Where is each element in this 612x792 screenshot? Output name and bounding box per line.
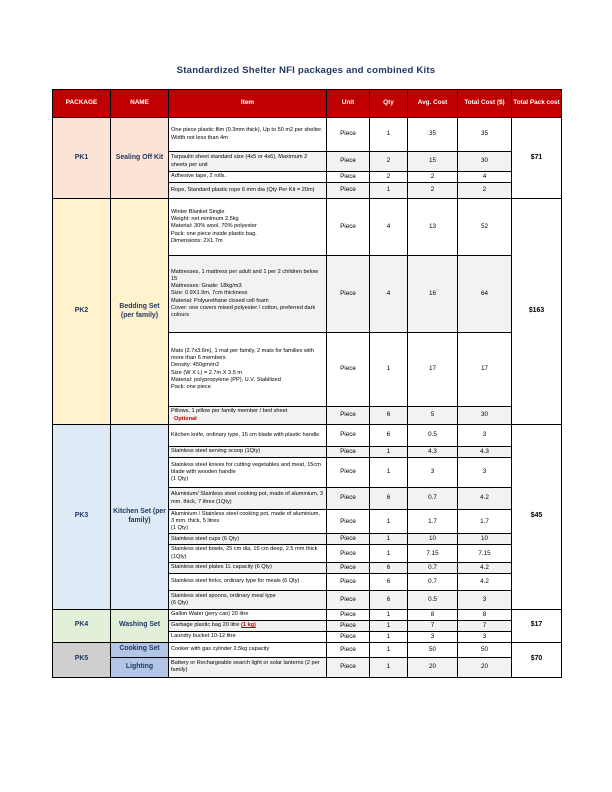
item-text-line: Stainless steel cups (6 Qty) [171,535,240,542]
item-text-line: Battery or Rechargeable search light or solar lanterns (2 per family) [171,660,320,674]
header-total-cost: Total Cost ($) [458,90,512,118]
total-cost-cell: 2 [458,183,512,199]
unit-cell: Piece [327,573,370,590]
total-cost-cell: 1.7 [458,510,512,534]
unit-cell: Piece [327,199,370,256]
item-text-line: Stainless steel spoons, ordinary meal type [171,592,276,599]
table-row [53,199,562,256]
unit-cell: Piece [327,333,370,407]
package-id: PK1 [53,118,111,199]
unit-cell: Piece [327,458,370,488]
item-text-line: Mattresses: Grade: 18kg/m3 [171,283,242,290]
item-text-line: Material: 30% wool, 70% polyester [171,223,257,230]
avg-cost-cell: 4.3 [408,447,458,458]
qty-cell: 1 [370,631,408,642]
item-description [169,199,327,256]
avg-cost-cell: 8 [408,609,458,620]
item-text-line: One piece plastic film (0.3mm thick), Up to 50 m2 per shelter. Width not less than 4m [171,127,323,141]
item-text-line: Stainless steel knives for cutting vegetables and meat, 15cm blade with wooden handle [171,461,321,475]
unit-cell: Piece [327,407,370,425]
avg-cost-cell: 0.7 [408,488,458,510]
total-cost-cell: 30 [458,407,512,425]
total-cost-cell: 7.15 [458,545,512,562]
unit-cell: Piece [327,510,370,534]
avg-cost-cell: 10 [408,534,458,545]
qty-cell: 1 [370,510,408,534]
total-pack-cost: $17 [512,609,562,642]
total-cost-cell: 4.3 [458,447,512,458]
avg-cost-cell: 5 [408,407,458,425]
item-description [169,642,327,657]
item-description [169,407,327,425]
qty-cell: 1 [370,620,408,631]
item-text-line: (6 Qty) [171,599,189,606]
item-text-line: Winter Blanket Single [171,209,225,216]
total-cost-cell: 8 [458,609,512,620]
avg-cost-cell: 16 [408,256,458,333]
qty-cell: 1 [370,118,408,152]
item-text-line: (1 Qty) [171,476,189,483]
item-text-line: Mats (2.7x3.6m), 1 mat per family, 2 mats for families with more than 6 members [171,348,314,362]
total-cost-cell: 30 [458,152,512,172]
item-text-line: Material: Polyurethane closed cell foam [171,297,269,304]
total-pack-cost: $71 [512,118,562,199]
unit-cell: Piece [327,488,370,510]
qty-cell: 1 [370,657,408,677]
item-description [169,573,327,590]
unit-cell: Piece [327,642,370,657]
item-text-line: Adhesive tape, 2 rolls. [171,173,227,180]
unit-cell: Piece [327,657,370,677]
item-text-line: Mattresses, 1 mattress per adult and 1 per 2 children below 15 [171,268,319,283]
avg-cost-cell: 0.7 [408,562,458,573]
table-row [53,657,562,677]
header-row [53,90,562,118]
table-row [53,425,562,447]
qty-cell: 1 [370,534,408,545]
item-text-line: Cooker with gas cylinder 2.5kg capacity [171,646,270,653]
unit-cell: Piece [327,620,370,631]
item-description [169,510,327,534]
item-description [169,590,327,609]
header-unit: Unit [327,90,370,118]
qty-cell: 1 [370,642,408,657]
item-text-line: Pack: one piece [171,383,211,390]
unit-cell: Piece [327,590,370,609]
avg-cost-cell: 50 [408,642,458,657]
table-row [53,609,562,620]
item-description [169,256,327,333]
avg-cost-cell: 1.7 [408,510,458,534]
item-text-line: Stainless steel bowls, 25 cm dia, 15 cm deep, 2.5 mm thick (1Qty) [171,546,318,560]
avg-cost-cell: 13 [408,199,458,256]
item-description [169,657,327,677]
header-name: NAME [111,90,169,118]
unit-cell: Piece [327,425,370,447]
qty-cell: 1 [370,333,408,407]
item-description [169,152,327,172]
package-id: PK4 [53,609,111,642]
unit-cell: Piece [327,562,370,573]
item-description [169,631,327,642]
item-text-line: Garbage plastic bag 20 litre [171,622,240,629]
qty-cell: 6 [370,488,408,510]
package-id: PK5 [53,642,111,677]
document-title: Standardized Shelter NFI packages and combined Kits [176,65,436,76]
item-text-line: Rope, Standard plastic rope 6 mm dia (Qty Per Kit = 20m) [171,186,315,193]
total-cost-cell: 4.2 [458,488,512,510]
item-text-line: Tarpaulin sheet standard size (4x5 or 4x6), Maximum 2 sheets per unit [171,154,308,168]
qty-cell: 4 [370,199,408,256]
unit-cell: Piece [327,172,370,183]
header-qty: Qty [370,90,408,118]
qty-cell: 1 [370,458,408,488]
item-description [169,333,327,407]
item-text-line: Laundry bucket 10-12 litre [171,633,236,640]
item-text-line: Size (W X L) = 2.7m X 3.5 m [171,369,243,376]
avg-cost-cell: 15 [408,152,458,172]
unit-cell: Piece [327,609,370,620]
total-cost-cell: 3 [458,631,512,642]
item-description [169,534,327,545]
avg-cost-cell: 2 [408,183,458,199]
header-item: Item [169,90,327,118]
item-text-line: Stainless steel plates 1L capacity (6 Qty) [171,564,272,571]
unit-cell: Piece [327,118,370,152]
total-cost-cell: 52 [458,199,512,256]
total-cost-cell: 35 [458,118,512,152]
total-cost-cell: 20 [458,657,512,677]
item-text-line: Size: 0.9X1.9m, 7cm thickness [171,290,248,297]
header-package: PACKAGE [53,90,111,118]
item-text-line: Gallon Water (jerry can) 20 litre [171,611,249,618]
total-cost-cell: 50 [458,642,512,657]
qty-cell: 1 [370,545,408,562]
item-text-line: (1 Qty) [171,525,189,532]
item-description [169,545,327,562]
total-cost-cell: 4.2 [458,562,512,573]
total-cost-cell: 3 [458,458,512,488]
qty-cell: 6 [370,425,408,447]
header-total-pack-cost: Total Pack cost [512,90,562,118]
qty-cell: 1 [370,447,408,458]
avg-cost-cell: 3 [408,458,458,488]
unit-cell: Piece [327,631,370,642]
total-pack-cost: $163 [512,199,562,425]
package-name: Bedding Set (per family) [111,199,169,425]
package-name: Sealing Off Kit [111,118,169,199]
item-text-line: Stainless steel forks, ordinary type for meals (6 Qty) [171,578,300,585]
item-text-line: Stainless steel serving scoop (1Qty) [171,448,261,455]
total-pack-cost: $70 [512,642,562,677]
package-name: Lighting [111,657,169,677]
optional-label: Optional [174,415,197,422]
package-name: Washing Set [111,609,169,642]
table-row [53,118,562,152]
total-cost-cell: 4 [458,172,512,183]
unit-cell: Piece [327,447,370,458]
table-row [53,642,562,657]
total-cost-cell: 3 [458,425,512,447]
item-text-line: Cover: one covers mixed polyester / cotton, preferred dark colours [171,304,316,318]
package-name: Kitchen Set (per family) [111,425,169,610]
header-avg-cost: Avg. Cost [408,90,458,118]
qty-cell: 4 [370,256,408,333]
qty-cell: 1 [370,183,408,199]
avg-cost-cell: 0.7 [408,573,458,590]
item-description [169,447,327,458]
qty-cell: 2 [370,172,408,183]
item-description [169,620,327,631]
nfi-packages-table [52,89,562,678]
item-description [169,562,327,573]
item-text-line: Kitchen knife, ordinary type, 15 cm blade with plastic handle [171,431,320,438]
total-cost-cell: 4.2 [458,573,512,590]
qty-cell: 6 [370,573,408,590]
avg-cost-cell: 0.5 [408,590,458,609]
total-pack-cost: $45 [512,425,562,610]
package-id: PK2 [53,199,111,425]
avg-cost-cell: 0.5 [408,425,458,447]
item-text-line: Pillows, 1 pillow per family member / bed sheet [171,408,288,415]
total-cost-cell: 3 [458,590,512,609]
item-text-line: Pack: one piece inside plastic bag. [171,230,257,237]
item-text-line: Material: polypropylene (PP), U.V. Stabilized [171,376,281,383]
total-cost-cell: 7 [458,620,512,631]
total-cost-cell: 64 [458,256,512,333]
item-description [169,425,327,447]
item-description [169,609,327,620]
unit-cell: Piece [327,183,370,199]
avg-cost-cell: 7 [408,620,458,631]
unit-cell: Piece [327,256,370,333]
item-description [169,488,327,510]
unit-cell: Piece [327,152,370,172]
avg-cost-cell: 3 [408,631,458,642]
package-id: PK3 [53,425,111,610]
item-text-line: Aluminium / Stainless steel cooking pot, made of aluminium, 3 mm. thick, 5 litres [171,511,320,525]
item-text-line: Aluminium/ Stainless steel cooking pot, made of aluminium, 3 mm. thick, 7 litres (1Qty) [171,491,324,505]
qty-cell: 6 [370,562,408,573]
avg-cost-cell: 35 [408,118,458,152]
item-description [169,183,327,199]
avg-cost-cell: 2 [408,172,458,183]
qty-cell: 2 [370,152,408,172]
item-highlight: (1 kg) [240,622,256,629]
total-cost-cell: 17 [458,333,512,407]
qty-cell: 6 [370,590,408,609]
qty-cell: 6 [370,407,408,425]
item-description [169,458,327,488]
avg-cost-cell: 7.15 [408,545,458,562]
avg-cost-cell: 20 [408,657,458,677]
package-name: Cooking Set [111,642,169,657]
item-description [169,172,327,183]
total-cost-cell: 10 [458,534,512,545]
item-description [169,118,327,152]
item-text-line: Weight: net minimum 2.5kg [171,216,239,223]
item-text-line: Density: 450gm/m2 [171,362,220,369]
qty-cell: 1 [370,609,408,620]
unit-cell: Piece [327,534,370,545]
unit-cell: Piece [327,545,370,562]
avg-cost-cell: 17 [408,333,458,407]
item-text-line: Dimensions: 2X1.7m [171,237,223,244]
